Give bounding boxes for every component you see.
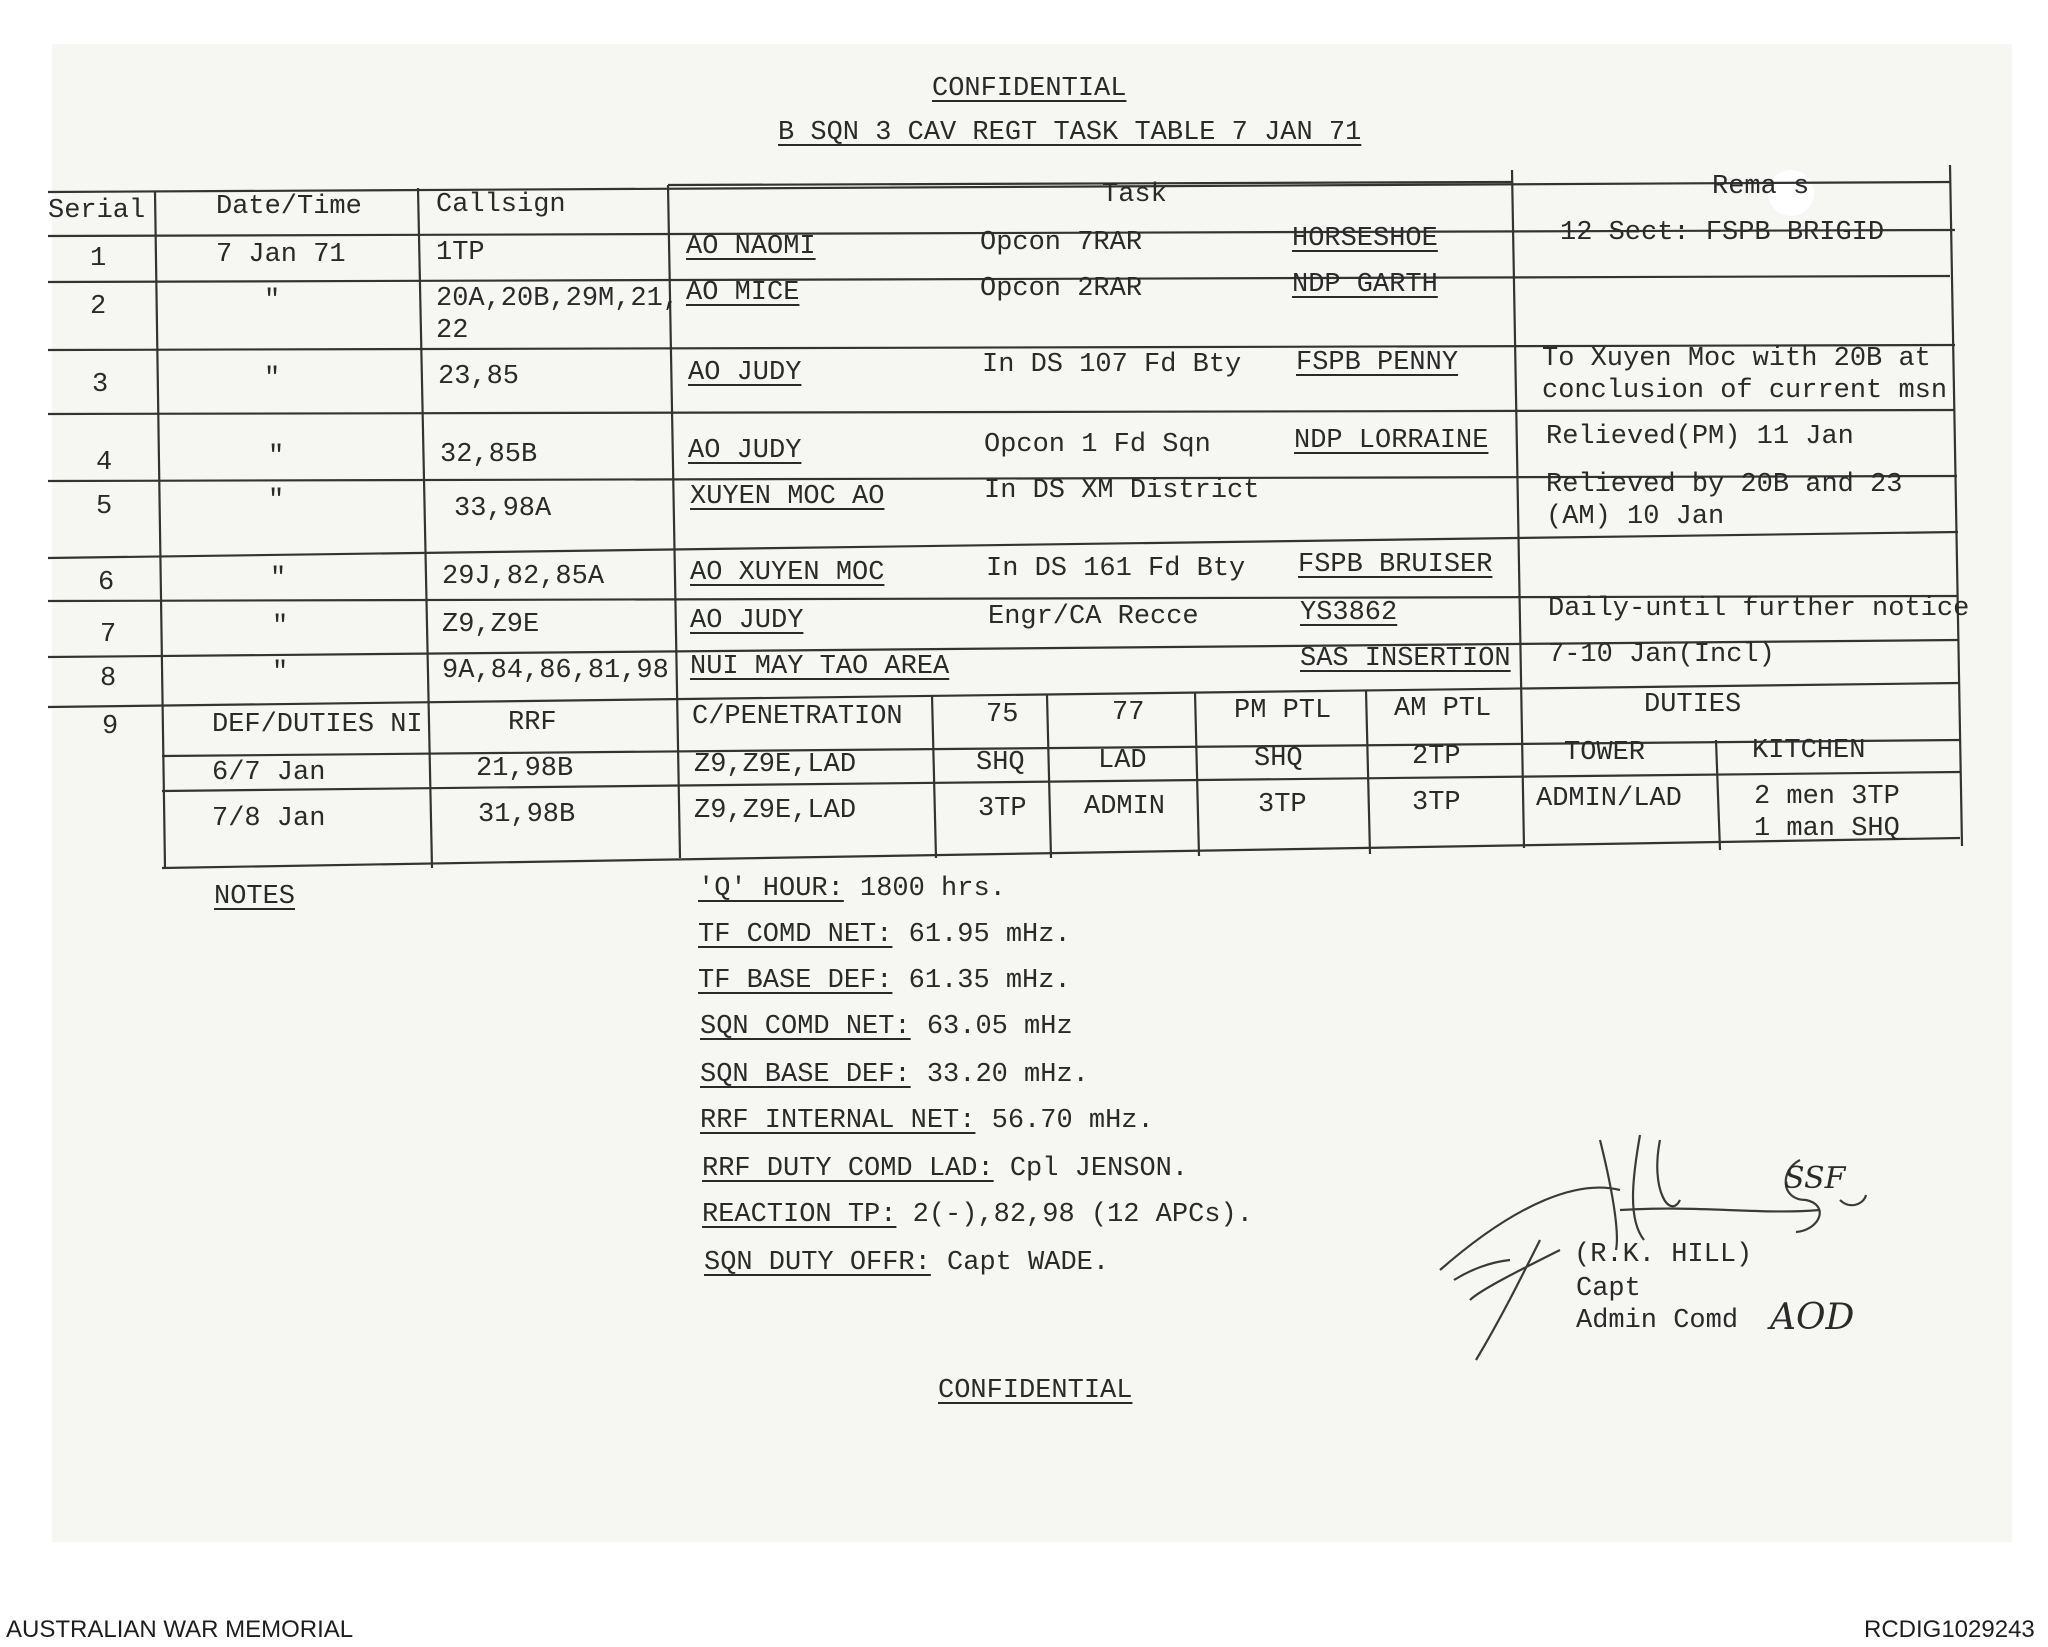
row-5-ao: XUYEN MOC AO [690, 482, 885, 512]
note-item: SQN BASE DEF: 33.20 mHz. [700, 1060, 1089, 1090]
row-4-remarks: Relieved(PM) 11 Jan [1546, 422, 1854, 452]
row-3-task: In DS 107 Fd Bty [982, 350, 1242, 380]
duties-header-cpen: C/PENETRATION [692, 702, 903, 732]
row-7-ao: AO JUDY [690, 606, 804, 636]
row-3-date: " [264, 364, 281, 394]
row-5-remarks: Relieved by 20B and 23 [1546, 470, 1903, 500]
row-4-ao: AO JUDY [688, 436, 802, 466]
row-8-callsign: 9A,84,86,81,98 [442, 656, 669, 686]
duties-row-2-tower: ADMIN/LAD [1536, 784, 1682, 814]
row-5-serial: 5 [96, 492, 113, 522]
row-8-location: SAS INSERTION [1300, 644, 1511, 674]
note-item: SQN DUTY OFFR: Capt WADE. [704, 1248, 1110, 1278]
row-6-location: FSPB BRUISER [1298, 550, 1493, 580]
row-5-callsign: 33,98A [454, 494, 552, 524]
row-7-callsign: Z9,Z9E [442, 610, 540, 640]
row-5-task: In DS XM District [984, 476, 1260, 506]
duties-row-2-pm-ptl: 3TP [1258, 790, 1307, 820]
col-remarks: Rema s [1712, 172, 1810, 202]
archive-id: RCDIG1029243 [1864, 1616, 2035, 1643]
row-8-remarks: 7-10 Jan(Incl) [1548, 640, 1775, 670]
row-2-location: NDP GARTH [1292, 270, 1438, 300]
duties-sub-kitchen: KITCHEN [1752, 736, 1866, 766]
note-item: RRF INTERNAL NET: 56.70 mHz. [700, 1106, 1154, 1136]
signature-role: Admin Comd [1576, 1306, 1739, 1336]
row-7-date: " [272, 612, 289, 642]
row-1-location: HORSESHOE [1292, 224, 1438, 254]
duties-row-2-cpen: Z9,Z9E,LAD [694, 796, 857, 826]
row-2-task: Opcon 2RAR [980, 274, 1143, 304]
row-2-callsign: 20A,20B,29M,21, [436, 284, 680, 314]
duties-row-2-75: 3TP [978, 794, 1027, 824]
col-callsign: Callsign [436, 190, 566, 220]
duties-row-1-77: LAD [1098, 746, 1147, 776]
row-2-ao: AO MICE [686, 278, 800, 308]
duties-row-2-rrf: 31,98B [478, 800, 576, 830]
row-7-location: YS3862 [1300, 598, 1398, 628]
duties-row-2-am-ptl: 3TP [1412, 788, 1461, 818]
notes-label: NOTES [214, 882, 296, 912]
row-6-date: " [270, 564, 287, 594]
note-item: SQN COMD NET: 63.05 mHz [700, 1012, 1073, 1042]
duties-header-def: DEF/DUTIES NI [212, 710, 423, 740]
duties-row-1-date: 6/7 Jan [212, 758, 326, 788]
col-task: Task [1102, 180, 1167, 210]
duties-row-2-77: ADMIN [1084, 792, 1166, 822]
duties-row-1-75: SHQ [976, 748, 1025, 778]
row-2-callsign-cont: 22 [436, 316, 469, 346]
note-item: 'Q' HOUR: 1800 hrs. [698, 874, 1006, 904]
row-1-callsign: 1TP [436, 238, 485, 268]
row-9-serial: 9 [102, 712, 119, 742]
duties-header-pm-ptl: PM PTL [1234, 696, 1332, 726]
row-4-date: " [268, 442, 285, 472]
col-datetime: Date/Time [216, 192, 362, 222]
duties-row-2-kitchen-cont: 1 man SHQ [1754, 814, 1900, 844]
classification-top: CONFIDENTIAL [932, 74, 1127, 104]
note-item: TF BASE DEF: 61.35 mHz. [698, 966, 1071, 996]
row-8-ao: NUI MAY TAO AREA [690, 652, 950, 682]
row-3-callsign: 23,85 [438, 362, 520, 392]
row-3-remarks-cont: conclusion of current msn [1542, 376, 1948, 406]
duties-header-am-ptl: AM PTL [1394, 694, 1492, 724]
duties-row-1-cpen: Z9,Z9E,LAD [694, 750, 857, 780]
row-7-serial: 7 [100, 620, 117, 650]
row-6-callsign: 29J,82,85A [442, 562, 605, 592]
row-6-serial: 6 [98, 568, 115, 598]
row-7-remarks: Daily-until further notice [1548, 594, 1970, 624]
duties-row-2-kitchen: 2 men 3TP [1754, 782, 1900, 812]
row-4-task: Opcon 1 Fd Sqn [984, 430, 1211, 460]
row-5-remarks-cont: (AM) 10 Jan [1546, 502, 1725, 532]
page-title: B SQN 3 CAV REGT TASK TABLE 7 JAN 71 [778, 118, 1362, 148]
classification-bottom: CONFIDENTIAL [938, 1376, 1133, 1406]
row-4-location: NDP LORRAINE [1294, 426, 1489, 456]
row-8-serial: 8 [100, 664, 117, 694]
note-item: TF COMD NET: 61.95 mHz. [698, 920, 1071, 950]
duties-sub-tower: TOWER [1564, 738, 1646, 768]
archive-caption: AUSTRALIAN WAR MEMORIAL [6, 1616, 354, 1643]
row-1-date: 7 Jan 71 [216, 240, 346, 270]
row-3-remarks: To Xuyen Moc with 20B at [1542, 344, 1931, 374]
row-2-serial: 2 [90, 292, 107, 322]
row-1-task: Opcon 7RAR [980, 228, 1143, 258]
signature-rank: Capt [1576, 1274, 1641, 1304]
duties-header-75: 75 [986, 700, 1019, 730]
col-serial: Serial [48, 196, 146, 226]
row-1-ao: AO NAOMI [686, 232, 816, 262]
row-8-date: " [272, 658, 289, 688]
handwritten-tag: AOD [1770, 1297, 1855, 1338]
duties-row-2-date: 7/8 Jan [212, 804, 326, 834]
handwritten-initials: SSF [1784, 1161, 1846, 1196]
row-4-callsign: 32,85B [440, 440, 538, 470]
row-3-location: FSPB PENNY [1296, 348, 1459, 378]
row-1-serial: 1 [90, 244, 107, 274]
duties-row-1-pm-ptl: SHQ [1254, 744, 1303, 774]
row-5-date: " [268, 486, 285, 516]
row-2-date: " [264, 286, 281, 316]
duties-row-1-rrf: 21,98B [476, 754, 574, 784]
duties-header-duties: DUTIES [1644, 690, 1742, 720]
row-7-task: Engr/CA Recce [988, 602, 1199, 632]
note-item: RRF DUTY COMD LAD: Cpl JENSON. [702, 1154, 1189, 1184]
row-1-remarks: 12 Sect: FSPB BRIGID [1560, 218, 1885, 248]
row-6-ao: AO XUYEN MOC [690, 558, 885, 588]
duties-header-rrf: RRF [508, 708, 557, 738]
signature-name: (R.K. HILL) [1574, 1240, 1753, 1270]
duties-header-77: 77 [1112, 698, 1145, 728]
row-6-task: In DS 161 Fd Bty [986, 554, 1246, 584]
duties-row-1-am-ptl: 2TP [1412, 742, 1461, 772]
note-item: REACTION TP: 2(-),82,98 (12 APCs). [702, 1200, 1253, 1230]
row-3-ao: AO JUDY [688, 358, 802, 388]
row-3-serial: 3 [92, 370, 109, 400]
row-4-serial: 4 [96, 448, 113, 478]
